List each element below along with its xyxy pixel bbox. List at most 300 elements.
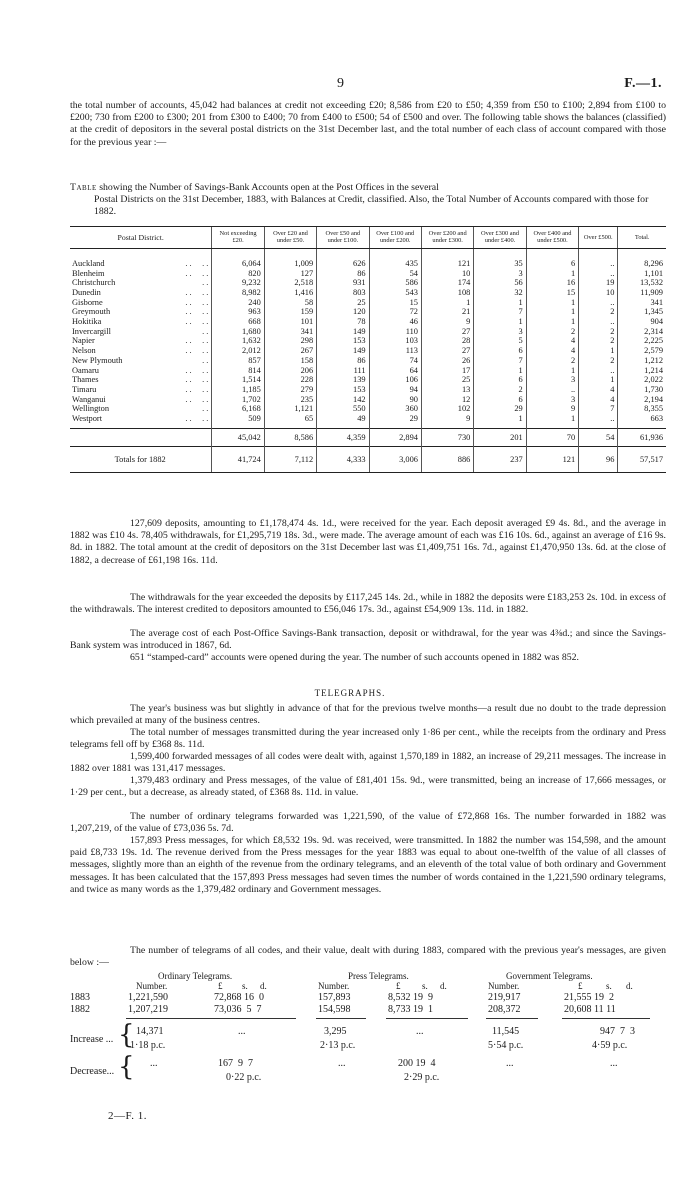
paragraph: The total number of messages transmitted during the year increased only 1·86 per cent., while the receipts from the ordinary and Press telegrams fell off by £368 8s. 11d. xyxy=(70,727,666,751)
sub-s-gov: s. xyxy=(606,981,612,991)
leader-dots: . . xyxy=(202,278,209,288)
leader-dots: . . . . xyxy=(185,336,209,346)
leader-dots: . . . . xyxy=(185,346,209,356)
table-row xyxy=(70,395,666,405)
table-header-row xyxy=(70,227,666,249)
district-name: Greymouth xyxy=(72,307,111,317)
table-row xyxy=(70,375,666,385)
value-cell: 626 xyxy=(317,248,369,268)
decrease-gov-number: ... xyxy=(506,1058,514,1069)
leader-dots: . . . . xyxy=(185,414,209,424)
value-cell: 74 xyxy=(369,356,421,366)
value-cell: 228 xyxy=(264,375,316,385)
value-cell: 121 xyxy=(421,248,473,268)
value-cell: 206 xyxy=(264,366,316,376)
value-cell: 586 xyxy=(369,278,421,288)
column-header: Over £500. xyxy=(579,227,618,249)
total-cell: 201 xyxy=(474,428,526,447)
value-cell: 4 xyxy=(526,346,578,356)
district-name: Dunedin xyxy=(72,287,101,297)
sub-l-pr: £ xyxy=(396,981,401,991)
value-cell: 108 xyxy=(421,288,473,298)
increase-label: Increase ... xyxy=(70,1034,114,1045)
value-cell: 2,022 xyxy=(618,375,666,385)
sub-l-gov: £ xyxy=(578,981,583,991)
row-1882-pr-number: 154,598 xyxy=(318,1004,351,1015)
value-cell: 1,632 xyxy=(212,336,264,346)
value-cell: 94 xyxy=(369,385,421,395)
total-cell: 54 xyxy=(579,428,618,447)
value-cell: 56 xyxy=(474,278,526,288)
rule-ord xyxy=(126,1018,222,1019)
page-footer: 2—F. 1. xyxy=(108,1110,147,1122)
value-cell: 2 xyxy=(474,385,526,395)
district-cell xyxy=(70,385,212,395)
table-row xyxy=(70,278,666,288)
district-cell xyxy=(70,366,212,376)
value-cell: 101 xyxy=(264,317,316,327)
paragraph: 1,599,400 forwarded messages of all codes were dealt with, against 1,570,189 in 1882, an increase of 29,211 messages. The increase in 1882 over 1881 was 131,417 messages. xyxy=(70,751,666,775)
value-cell: 2,314 xyxy=(618,327,666,337)
value-cell: 65 xyxy=(264,414,316,428)
leader-dots: . . xyxy=(202,404,209,414)
value-cell: 78 xyxy=(317,317,369,327)
value-cell: 235 xyxy=(264,395,316,405)
value-cell: 435 xyxy=(369,248,421,268)
value-cell: 279 xyxy=(264,385,316,395)
row-1883-pr-number: 157,893 xyxy=(318,992,351,1003)
decrease-pr-number: ... xyxy=(338,1058,346,1069)
table-row xyxy=(70,414,666,428)
rule-ord-value xyxy=(212,1018,296,1019)
value-cell: 1,730 xyxy=(618,385,666,395)
table-row xyxy=(70,404,666,414)
total-cell: 70 xyxy=(526,428,578,447)
total-cell: 4,333 xyxy=(317,447,369,473)
value-cell: 7 xyxy=(474,307,526,317)
value-cell: 8,982 xyxy=(212,288,264,298)
decrease-label: Decrease... xyxy=(70,1066,115,1077)
district-name: Wellington xyxy=(72,404,110,414)
district-cell xyxy=(70,356,212,366)
district-cell xyxy=(70,269,212,279)
rule-gov-value xyxy=(562,1018,650,1019)
value-cell: 6 xyxy=(526,248,578,268)
total-cell: 41,724 xyxy=(212,447,264,473)
value-cell: .. xyxy=(579,366,618,376)
total-cell: 7,112 xyxy=(264,447,316,473)
value-cell: 267 xyxy=(264,346,316,356)
value-cell: 4 xyxy=(579,385,618,395)
value-cell: 54 xyxy=(369,269,421,279)
total-cell: 2,894 xyxy=(369,428,421,447)
table-row xyxy=(70,336,666,346)
district-name: Gisborne xyxy=(72,297,103,307)
total-cell: 730 xyxy=(421,428,473,447)
value-cell: 35 xyxy=(474,248,526,268)
group-government: Government Telegrams. xyxy=(506,971,593,981)
district-name: New Plymouth xyxy=(72,355,123,365)
value-cell: 963 xyxy=(212,307,264,317)
value-cell: 2,518 xyxy=(264,278,316,288)
value-cell: 21 xyxy=(421,307,473,317)
sub-number-ord: Number. xyxy=(136,981,168,991)
value-cell: 2 xyxy=(579,356,618,366)
total-cell: 3,006 xyxy=(369,447,421,473)
value-cell: 1,416 xyxy=(264,288,316,298)
table-row xyxy=(70,307,666,317)
decrease-ord-value: 167 9 7 xyxy=(218,1058,253,1069)
totals-label: Totals for 1882 xyxy=(70,447,212,473)
decrease-gov-value: ... xyxy=(610,1058,618,1069)
value-cell: 240 xyxy=(212,298,264,308)
value-cell: 857 xyxy=(212,356,264,366)
value-cell: 90 xyxy=(369,395,421,405)
value-cell: 64 xyxy=(369,366,421,376)
total-cell: 57,517 xyxy=(618,447,666,473)
paragraph: 127,609 deposits, amounting to £1,178,474 4s. 1d., were received for the year. Each deposit averaged £9 4s. 8d., and the average in 1882 was £10 4s. 78,405 withdrawals, for £1,295,719 18s. 3d., were made. The average amount of each was £16 10s. 6d., against an average of £16 9s. 8d. in 1882. The total amount at the credit of depositors on the 31st December last was £1,409,751 16s. 7d., against £1,470,950 13s. 6d. at the close of 1882, a decrease of £61,198 16s. 11d. xyxy=(70,518,666,566)
sub-d-pr: d. xyxy=(440,981,447,991)
value-cell: 15 xyxy=(369,298,421,308)
paragraph: The average cost of each Post-Office Savings-Bank transaction, deposit or withdrawal, for the year was 4⅜d.; and since the Savings-Bank system was introduced in 1867, 6d. xyxy=(70,628,666,652)
district-name: Wanganui xyxy=(72,394,106,404)
value-cell: 25 xyxy=(421,375,473,385)
value-cell: .. xyxy=(579,298,618,308)
value-cell: 10 xyxy=(579,288,618,298)
value-cell: .. xyxy=(579,317,618,327)
total-cell: 8,586 xyxy=(264,428,316,447)
sub-s-ord: s. xyxy=(242,981,248,991)
paragraph: The number of telegrams of all codes, and their value, dealt with during 1883, compared with the previous year's messages, are given below :— xyxy=(70,945,666,969)
district-cell xyxy=(70,375,212,385)
value-cell: 668 xyxy=(212,317,264,327)
sub-d-ord: d. xyxy=(260,981,267,991)
value-cell: 1,702 xyxy=(212,395,264,405)
increase-brace: { xyxy=(118,1020,135,1050)
value-cell: .. xyxy=(579,269,618,279)
value-cell: 1 xyxy=(474,317,526,327)
increase-pr-number: 3,295 xyxy=(324,1026,347,1037)
district-cell xyxy=(70,336,212,346)
leader-dots: . . . . xyxy=(185,394,209,404)
rule-gov xyxy=(486,1018,538,1019)
value-cell: 803 xyxy=(317,288,369,298)
value-cell: 111 xyxy=(317,366,369,376)
value-cell: .. xyxy=(526,385,578,395)
value-cell: 17 xyxy=(421,366,473,376)
district-cell xyxy=(70,278,212,288)
increase-gov-pc: 5·54 p.c. xyxy=(488,1040,524,1051)
value-cell: 158 xyxy=(264,356,316,366)
total-cell: 61,936 xyxy=(618,428,666,447)
row-1882-gov-value: 20,608 11 11 xyxy=(564,1004,616,1015)
value-cell: 103 xyxy=(369,336,421,346)
row-1883-ord-value: 72,868 16 0 xyxy=(214,992,264,1003)
value-cell: 15 xyxy=(526,288,578,298)
increase-ord-value: ... xyxy=(238,1026,246,1037)
district-name: Timaru xyxy=(72,384,97,394)
value-cell: 9,232 xyxy=(212,278,264,288)
value-cell: 113 xyxy=(369,346,421,356)
table-row xyxy=(70,317,666,327)
value-cell: 931 xyxy=(317,278,369,288)
leader-dots: . . xyxy=(202,355,209,365)
total-cell: 237 xyxy=(474,447,526,473)
increase-pr-pc: 2·13 p.c. xyxy=(320,1040,356,1051)
value-cell: 2 xyxy=(579,336,618,346)
value-cell: 32 xyxy=(474,288,526,298)
table-row xyxy=(70,288,666,298)
value-cell: 1,345 xyxy=(618,307,666,317)
district-name: Blenheim xyxy=(72,268,105,278)
district-name: Hokitika xyxy=(72,317,102,327)
telegraphs-heading: TELEGRAPHS. xyxy=(314,688,386,698)
table-row xyxy=(70,248,666,268)
value-cell: 1,514 xyxy=(212,375,264,385)
value-cell: 7 xyxy=(579,404,618,414)
district-name: Napier xyxy=(72,336,95,346)
row-1882-ord-value: 73,036 5 7 xyxy=(214,1004,262,1015)
value-cell: 820 xyxy=(212,269,264,279)
value-cell: 149 xyxy=(317,346,369,356)
leader-dots: . . . . xyxy=(185,317,209,327)
value-cell: 6,168 xyxy=(212,404,264,414)
value-cell: 9 xyxy=(526,404,578,414)
value-cell: 1 xyxy=(474,366,526,376)
value-cell: 29 xyxy=(369,414,421,428)
totals-1882-row xyxy=(70,447,666,473)
district-name: Nelson xyxy=(72,346,96,356)
value-cell: 106 xyxy=(369,375,421,385)
value-cell: 5 xyxy=(474,336,526,346)
total-cell: 121 xyxy=(526,447,578,473)
value-cell: 2 xyxy=(526,356,578,366)
value-cell: 2 xyxy=(526,327,578,337)
district-cell xyxy=(70,327,212,337)
value-cell: 1 xyxy=(421,298,473,308)
value-cell: 341 xyxy=(618,298,666,308)
decrease-brace: { xyxy=(118,1052,135,1082)
column-header: Over £400 and under £500. xyxy=(526,227,578,249)
increase-gov-value-pc: 4·59 p.c. xyxy=(592,1040,628,1051)
leader-dots: . . . . xyxy=(185,307,209,317)
value-cell: 3 xyxy=(474,327,526,337)
value-cell: 814 xyxy=(212,366,264,376)
value-cell: 29 xyxy=(474,404,526,414)
row-1883-ord-number: 1,221,590 xyxy=(128,992,168,1003)
value-cell: 153 xyxy=(317,336,369,346)
paragraph: 157,893 Press messages, for which £8,532 19s. 9d. was received, were transmitted. In 1882 the number was 154,598, and the amount paid £8,733 19s. 1d. The revenue derived from the Press messages for the year 1883 was equal to about one-twelfth of the value of all classes of messages, slightly more than an eighth of the revenue from the ordinary telegrams, and an eleventh of the total value of both ordinary and Government messages. It has been calculated that the 157,893 Press messages had seven times the number of words contained in the 1,221,590 ordinary telegrams, and twice as many words as the 1,379,482 ordinary and Government messages. xyxy=(70,835,666,895)
value-cell: 9 xyxy=(421,317,473,327)
value-cell: 6 xyxy=(474,346,526,356)
value-cell: 1,212 xyxy=(618,356,666,366)
column-header: Postal District. xyxy=(70,227,212,249)
table-row xyxy=(70,356,666,366)
paragraph: The number of ordinary telegrams forwarded was 1,221,590, of the value of £72,868 16s. The number forwarded in 1882 was 1,207,219, of the value of £73,036 5s. 7d. xyxy=(70,811,666,835)
district-cell xyxy=(70,248,212,268)
value-cell: 1 xyxy=(526,307,578,317)
increase-gov-value: 947 7 3 xyxy=(600,1026,635,1037)
value-cell: 142 xyxy=(317,395,369,405)
value-cell: 1 xyxy=(579,375,618,385)
value-cell: 904 xyxy=(618,317,666,327)
value-cell: 1 xyxy=(526,317,578,327)
value-cell: 12 xyxy=(421,395,473,405)
value-cell: 1,680 xyxy=(212,327,264,337)
value-cell: .. xyxy=(579,248,618,268)
caption-continuation: Postal Districts on the 31st December, 1883, with Balances at Credit, classified. Also, the Total Number of Accounts compared with those for 1882. xyxy=(94,194,649,218)
sub-s-pr: s. xyxy=(422,981,428,991)
table-row xyxy=(70,269,666,279)
total-cell: 886 xyxy=(421,447,473,473)
value-cell: 2 xyxy=(579,327,618,337)
value-cell: 1 xyxy=(474,414,526,428)
leader-dots: . . xyxy=(202,326,209,336)
page-number: 9 xyxy=(337,76,344,91)
value-cell: 341 xyxy=(264,327,316,337)
column-header: Over £200 and under £300. xyxy=(421,227,473,249)
value-cell: 3 xyxy=(474,269,526,279)
sub-d-gov: d. xyxy=(626,981,633,991)
column-header: Over £100 and under £200. xyxy=(369,227,421,249)
value-cell: .. xyxy=(579,414,618,428)
value-cell: 72 xyxy=(369,307,421,317)
increase-ord-number: 14,371 xyxy=(136,1026,164,1037)
table-row xyxy=(70,327,666,337)
row-1883-gov-value: 21,555 19 2 xyxy=(564,992,614,1003)
value-cell: 2,012 xyxy=(212,346,264,356)
paragraph: 1,379,483 ordinary and Press messages, of the value of £81,401 15s. 9d., were transmitted, being an increase of 17,666 messages, or 1·29 per cent., but a decrease, as already stated, of £368 8s. 11d. in value. xyxy=(70,775,666,799)
value-cell: 153 xyxy=(317,385,369,395)
district-cell xyxy=(70,288,212,298)
value-cell: 2 xyxy=(579,307,618,317)
table-body xyxy=(70,248,666,472)
value-cell: 298 xyxy=(264,336,316,346)
document-reference: F.—1. xyxy=(624,76,662,91)
rule-pr-value xyxy=(386,1018,468,1019)
value-cell: 7 xyxy=(474,356,526,366)
value-cell: 174 xyxy=(421,278,473,288)
total-cell: 45,042 xyxy=(212,428,264,447)
value-cell: 2,225 xyxy=(618,336,666,346)
value-cell: 8,296 xyxy=(618,248,666,268)
district-name: Westport xyxy=(72,414,103,424)
district-cell xyxy=(70,317,212,327)
sub-l-ord: £ xyxy=(218,981,223,991)
value-cell: 4 xyxy=(526,336,578,346)
column-header: Over £20 and under £50. xyxy=(264,227,316,249)
table-row xyxy=(70,366,666,376)
decrease-ord-number: ... xyxy=(150,1058,158,1069)
row-1882-gov-number: 208,372 xyxy=(488,1004,521,1015)
row-1882-pr-value: 8,733 19 1 xyxy=(388,1004,433,1015)
leader-dots: . . . . xyxy=(185,297,209,307)
value-cell: 27 xyxy=(421,346,473,356)
value-cell: 26 xyxy=(421,356,473,366)
value-cell: 509 xyxy=(212,414,264,428)
decrease-ord-value-pc: 0·22 p.c. xyxy=(226,1072,262,1083)
table-row xyxy=(70,385,666,395)
value-cell: 86 xyxy=(317,269,369,279)
district-name: Invercargill xyxy=(72,326,111,336)
value-cell: 127 xyxy=(264,269,316,279)
district-cell xyxy=(70,298,212,308)
value-cell: 543 xyxy=(369,288,421,298)
value-cell: 1,101 xyxy=(618,269,666,279)
value-cell: 1 xyxy=(526,269,578,279)
paragraph: 651 “stamped-card” accounts were opened during the year. The number of such accounts opened in 1882 was 852. xyxy=(130,652,579,663)
leader-dots: . . . . xyxy=(185,384,209,394)
value-cell: 25 xyxy=(317,298,369,308)
value-cell: 360 xyxy=(369,404,421,414)
value-cell: 1 xyxy=(526,366,578,376)
value-cell: 120 xyxy=(317,307,369,317)
row-1883-gov-number: 219,917 xyxy=(488,992,521,1003)
caption-lead: Table xyxy=(70,182,97,193)
value-cell: 4 xyxy=(579,395,618,405)
value-cell: 6 xyxy=(474,395,526,405)
value-cell: 86 xyxy=(317,356,369,366)
value-cell: 2,194 xyxy=(618,395,666,405)
increase-pr-value: ... xyxy=(416,1026,424,1037)
value-cell: 2,579 xyxy=(618,346,666,356)
value-cell: 13 xyxy=(421,385,473,395)
value-cell: 1 xyxy=(526,414,578,428)
district-name: Christchurch xyxy=(72,278,116,288)
value-cell: 110 xyxy=(369,327,421,337)
leader-dots: . . . . xyxy=(185,268,209,278)
value-cell: 6,064 xyxy=(212,248,264,268)
value-cell: 9 xyxy=(421,414,473,428)
column-header: Not exceeding £20. xyxy=(212,227,264,249)
district-cell xyxy=(70,414,212,428)
column-header: Over £300 and under £400. xyxy=(474,227,526,249)
value-cell: 19 xyxy=(579,278,618,288)
value-cell: 1,185 xyxy=(212,385,264,395)
district-name: Auckland xyxy=(72,258,105,268)
value-cell: 149 xyxy=(317,327,369,337)
value-cell: 28 xyxy=(421,336,473,346)
row-1882-ord-number: 1,207,219 xyxy=(128,1004,168,1015)
paragraph: The year's business was but slightly in advance of that for the previous twelve months—a result due no doubt to the trade depression which prevailed at many of the business centres. xyxy=(70,703,666,727)
leader-dots: . . . . xyxy=(185,365,209,375)
table-row xyxy=(70,298,666,308)
total-cell: 96 xyxy=(579,447,618,473)
district-cell xyxy=(70,307,212,317)
column-header: Over £50 and under £100. xyxy=(317,227,369,249)
district-cell xyxy=(70,346,212,356)
value-cell: 1,121 xyxy=(264,404,316,414)
district-name: Thames xyxy=(72,375,99,385)
value-cell: 3 xyxy=(526,395,578,405)
savings-accounts-table xyxy=(70,226,666,473)
value-cell: 16 xyxy=(526,278,578,288)
value-cell: 102 xyxy=(421,404,473,414)
value-cell: 13,532 xyxy=(618,278,666,288)
district-cell xyxy=(70,404,212,414)
value-cell: 58 xyxy=(264,298,316,308)
column-header: Total. xyxy=(618,227,666,249)
group-ordinary: Ordinary Telegrams. xyxy=(158,971,233,981)
increase-gov-number: 11,545 xyxy=(492,1026,520,1037)
value-cell: 6 xyxy=(474,375,526,385)
value-cell: 1 xyxy=(579,346,618,356)
totals-row xyxy=(70,428,666,447)
group-press: Press Telegrams. xyxy=(348,971,409,981)
leader-dots: . . . . xyxy=(185,375,209,385)
value-cell: 8,355 xyxy=(618,404,666,414)
value-cell: 3 xyxy=(526,375,578,385)
